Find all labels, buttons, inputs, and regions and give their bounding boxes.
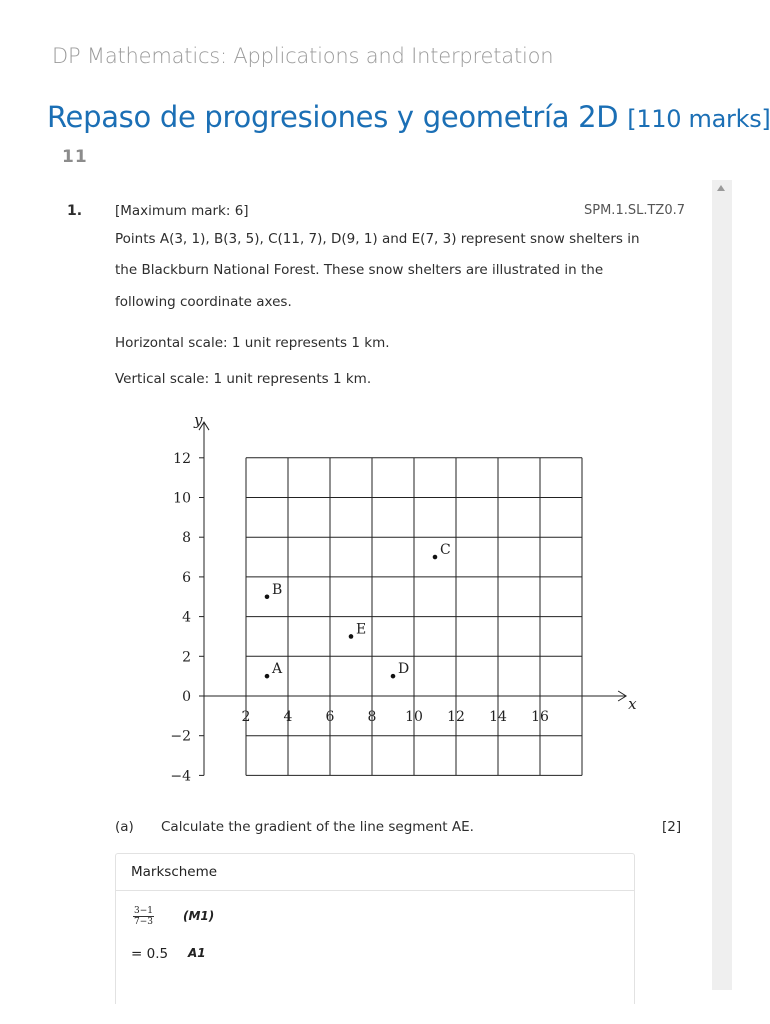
points xyxy=(265,542,451,678)
fraction-numerator: 3−1 xyxy=(134,906,153,916)
point-label-a: A xyxy=(272,661,283,678)
y-axis-label: y xyxy=(194,411,203,430)
y-tick-label: 2 xyxy=(182,649,191,666)
total-marks: [110 marks] xyxy=(627,105,770,133)
page-title xyxy=(47,100,770,134)
x-tick-label: 16 xyxy=(531,709,549,725)
question-number: 1. xyxy=(67,203,83,219)
markscheme-title: Markscheme xyxy=(131,864,218,880)
point-label-e: E xyxy=(356,621,367,638)
scroll-up-arrow-icon[interactable] xyxy=(717,185,725,191)
y-tick-label: 6 xyxy=(182,569,191,586)
gradient-fraction xyxy=(133,906,154,927)
y-tick-label: 12 xyxy=(173,450,191,467)
point-c xyxy=(433,555,438,560)
point-label-b: B xyxy=(272,581,283,598)
question-max-mark: [Maximum mark: 6] xyxy=(115,203,249,219)
point-b xyxy=(265,594,270,599)
fraction-denominator: 7−3 xyxy=(134,917,153,927)
point-label-d: D xyxy=(398,661,410,678)
result: = 0.5 xyxy=(131,946,169,962)
markscheme-panel xyxy=(115,853,635,1004)
y-tick-label: 10 xyxy=(173,490,191,507)
x-tick-label: 4 xyxy=(283,709,293,725)
y-tick-label: 0 xyxy=(182,689,191,705)
y-tick-label: −4 xyxy=(170,768,191,785)
course-title: DP Mathematics: Applications and Interpretation xyxy=(52,44,554,68)
x-tick-label: 2 xyxy=(241,709,251,725)
vertical-scale: Vertical scale: 1 unit represents 1 km. xyxy=(115,371,372,387)
method-mark: (M1) xyxy=(183,909,215,923)
horizontal-scale: Horizontal scale: 1 unit represents 1 km. xyxy=(115,335,390,351)
part-label: (a) xyxy=(115,819,134,835)
scrollbar[interactable] xyxy=(712,180,732,990)
y-tick-label: 4 xyxy=(182,609,191,626)
point-label-c: C xyxy=(440,542,451,559)
point-a xyxy=(265,674,270,679)
x-tick-label: 14 xyxy=(489,709,507,725)
y-tick-label: 8 xyxy=(182,530,191,547)
question-text-line: Points A(3, 1), B(3, 5), C(11, 7), D(9, 1) and E(7, 3) represent snow shelters in xyxy=(115,231,640,247)
title-text: Repaso de progresiones y geometría 2D xyxy=(47,100,619,134)
question-text-line: the Blackburn National Forest. These snow shelters are illustrated in the xyxy=(115,262,604,278)
tick-labels xyxy=(170,411,637,784)
markscheme-header[interactable] xyxy=(116,854,634,891)
x-tick-label: 6 xyxy=(325,709,335,725)
grid xyxy=(246,458,582,776)
part-marks: [2] xyxy=(662,819,682,835)
sub-number: 11 xyxy=(62,147,88,167)
point-d xyxy=(391,674,396,679)
question-text-line: following coordinate axes. xyxy=(115,294,292,310)
y-tick-label: −2 xyxy=(170,728,191,745)
question-code: SPM.1.SL.TZ0.7 xyxy=(584,203,685,218)
part-question: Calculate the gradient of the line segment AE. xyxy=(161,819,474,835)
point-e xyxy=(349,634,354,639)
accuracy-mark: A1 xyxy=(188,946,206,960)
x-tick-label: 10 xyxy=(405,709,423,725)
x-tick-label: 12 xyxy=(447,709,465,725)
x-axis-label: x xyxy=(628,695,637,713)
x-tick-label: 8 xyxy=(367,709,377,725)
coordinate-graph xyxy=(160,402,637,787)
